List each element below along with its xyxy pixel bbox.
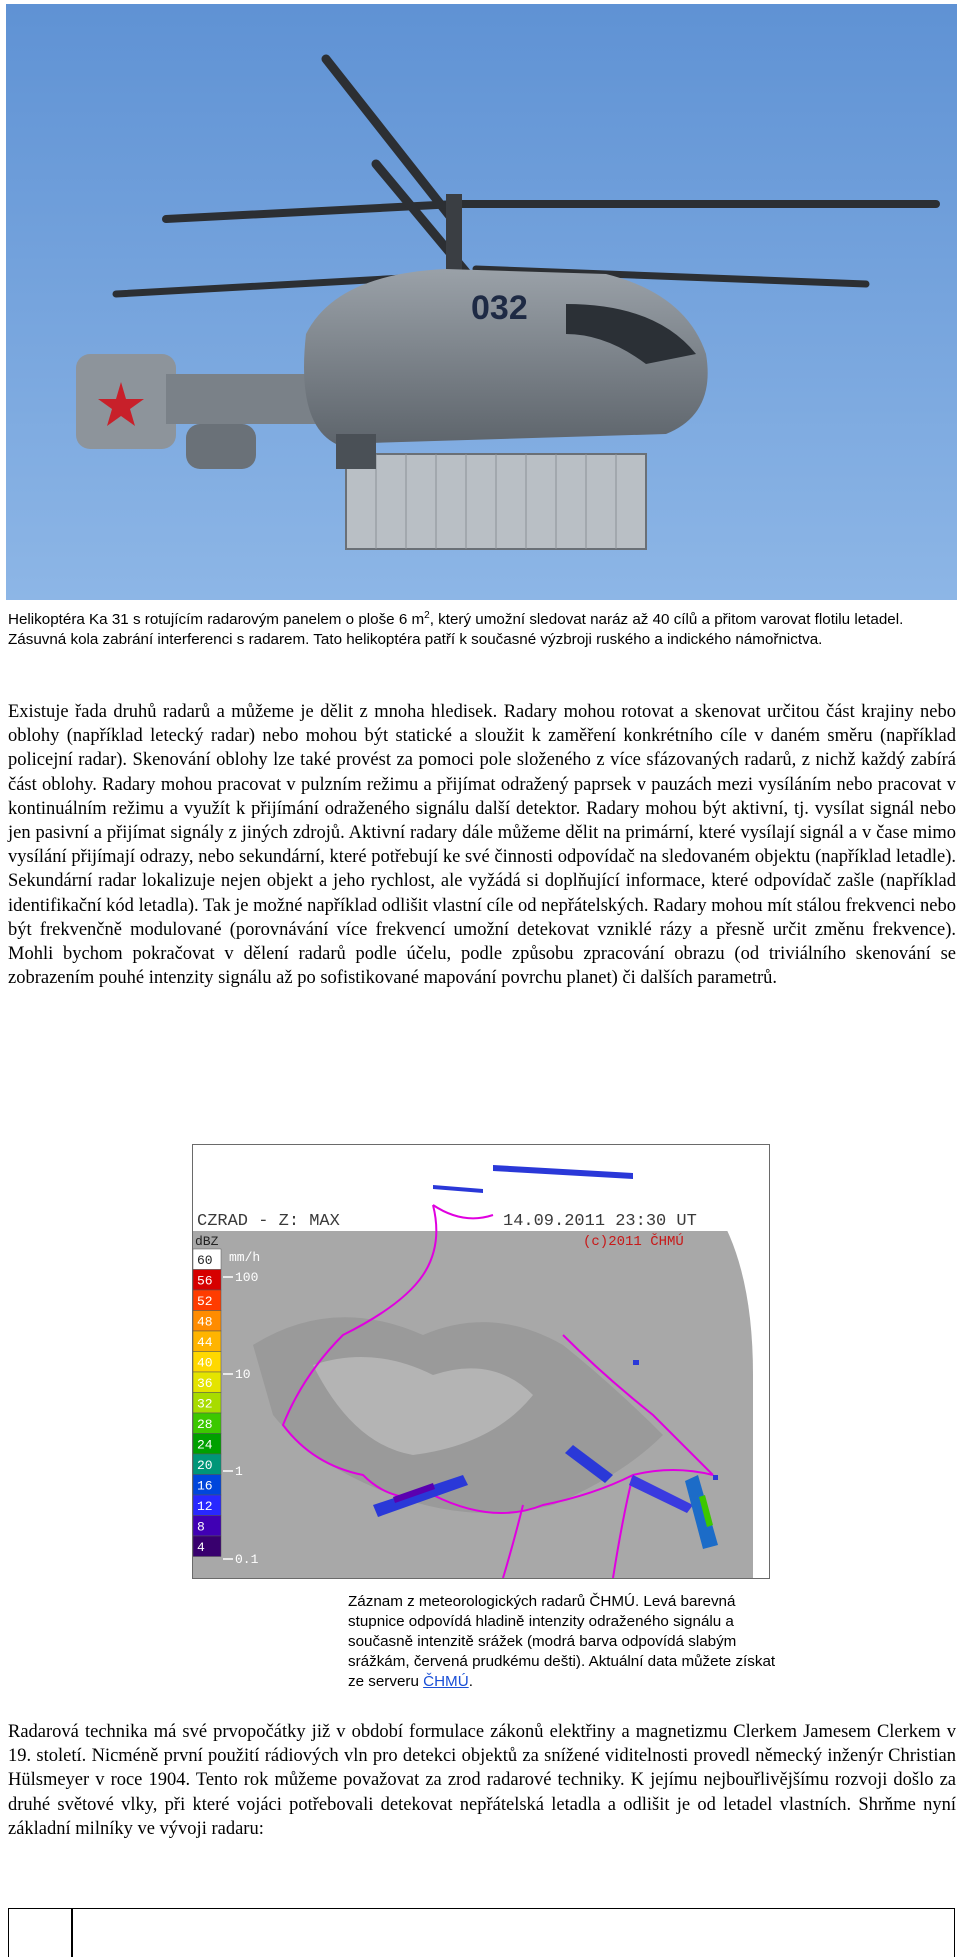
photo-caption-text: Helikoptéra Ka 31 s rotujícím radarovým panelem o ploše 6 m: [8, 611, 425, 628]
helicopter-illustration: [6, 4, 957, 600]
dbz-tick-label: 48: [197, 1314, 213, 1330]
body-paragraph-radar-types: Existuje řada druhů radarů a můžeme je dělit z mnoha hledisek. Radary mohou rotovat a skenovat určitou část krajiny nebo oblohy (například letecký radar) nebo mohou být statické a sloužit k zaměření konkrétního cíle v daném směru (například policejní radar). Skenování oblohy lze také provést za pomoci pole složeného z více sfázovaných radarů, z nichž každý zabírá část oblohy. Radary mohou pracovat v pulzním režimu a přijímat odražený paprsek v pauzách mezi vysíláním nebo pracovat v kontinuálním režimu a využít k přijímání odraženého signálu další detektor. Radary mohou být aktivní, tj. vysílat signál nebo jen pasivní a přijímat signály z jiných zdrojů. Aktivní radary dále můžeme dělit na primární, které vysílají signál a v čase mimo vysílání přijímají odrazy, nebo sekundární, které potřebují ke své činnosti odpovídač na sledovaném objektu (například letadle). Sekundární radar lokalizuje nejen objekt a jeho rychlost, ale vyžádá si doplňující informace, které odpovídač zašle (například identifikační kód letadla). Tak je možné například odlišit vlastní cíle od nepřátelských. Radary mohou mít stálou frekvenci nebo být frekvenčně modulované (porovnávání více frekvencí umožní detekovat vzniklé rázy a přesně určit změnu frekvence). Mohli bychom pokračovat v dělení radarů podle účelu, podle způsobu zpracování obrazu (od triviálního skenování se zobrazením pouhé intenzity signálu až po sofistikované mapování povrchu planet) či dalších parametrů.: [8, 702, 956, 989]
dbz-tick-label: 16: [197, 1478, 213, 1494]
dbz-tick-label: 40: [197, 1355, 213, 1371]
dbz-tick-label: 52: [197, 1294, 213, 1309]
dbz-tick-label: 24: [197, 1437, 213, 1453]
dbz-tick-label: 32: [197, 1396, 213, 1412]
photo-caption: [8, 610, 956, 650]
rain-unit-label: mm/h: [229, 1250, 261, 1265]
table-column-divider: [71, 1909, 73, 1957]
rain-tick-label: 1: [235, 1464, 243, 1479]
rain-tick-label: 10: [235, 1367, 251, 1382]
radar-caption-end: .: [468, 1673, 473, 1690]
dbz-tick-label: 56: [197, 1273, 213, 1289]
dbz-tick-label: 8: [197, 1519, 205, 1535]
radar-header-date: 14.09.2011 23:30 UT: [503, 1212, 697, 1231]
chmu-link[interactable]: ČHMÚ: [423, 1673, 469, 1690]
radar-caption: [348, 1592, 780, 1692]
rain-tick-label: 100: [235, 1270, 259, 1285]
photo-caption-superscript: 2: [424, 609, 430, 621]
dbz-tick-label: 60: [197, 1253, 213, 1268]
tail-number: 032: [471, 289, 528, 327]
dbz-tick-label: 12: [197, 1499, 213, 1514]
dbz-tick-label: 4: [197, 1540, 205, 1555]
dbz-tick-label: 36: [197, 1376, 213, 1391]
radar-map: [193, 1145, 769, 1578]
dbz-unit-label: dBZ: [195, 1234, 219, 1249]
radar-copyright: (c)2011 ČHMÚ: [583, 1234, 684, 1250]
radar-image: [192, 1144, 770, 1579]
photo-caption-text-continued: , který umožní sledovat naráz až 40 cílů a přitom varovat flotilu letadel. Zásuvná kola zabrání interferenci s radarem. Tato helikoptéra patří k současné výzbroji ruského a indického námořnictva.: [8, 611, 904, 648]
helicopter-photo: [6, 4, 957, 600]
radar-header-left: CZRAD - Z: MAX: [197, 1212, 340, 1231]
radar-caption-text: Záznam z meteorologických radarů ČHMÚ. Levá barevná stupnice odpovídá hladině intenzity odraženého signálu a současně intenzitě srážek (modrá barva odpovídá slabým srážkám, červená prudkému dešti). Aktuální data můžete získat ze serveru: [348, 1593, 776, 1690]
milestones-table: [8, 1908, 955, 1957]
dbz-color-scale: [193, 1249, 221, 1557]
dbz-tick-label: 28: [197, 1417, 213, 1432]
dbz-tick-label: 20: [197, 1458, 213, 1473]
dbz-tick-label: 44: [197, 1335, 213, 1350]
rain-tick-label: 0.1: [235, 1552, 259, 1567]
body-paragraph-radar-history: Radarová technika má své prvopočátky již v období formulace zákonů elektřiny a magnetizmu Clerkem Jamesem Clerkem v 19. století. Nicméně první použití rádiových vln pro detekci objektů za snížené viditelnosti provedl německý inženýr Christian Hülsmeyer v roce 1904. Tento rok můžeme považovat za zrod radarové techniky. K jejímu nejbouřlivějšímu rozvoji došlo za druhé světové vlky, při které vojáci potřebovali detekovat nepřátelská letadla a odlišit je od letadel vlastních. Shrňme nyní základní milníky ve vývoji radaru:: [8, 1722, 956, 1839]
